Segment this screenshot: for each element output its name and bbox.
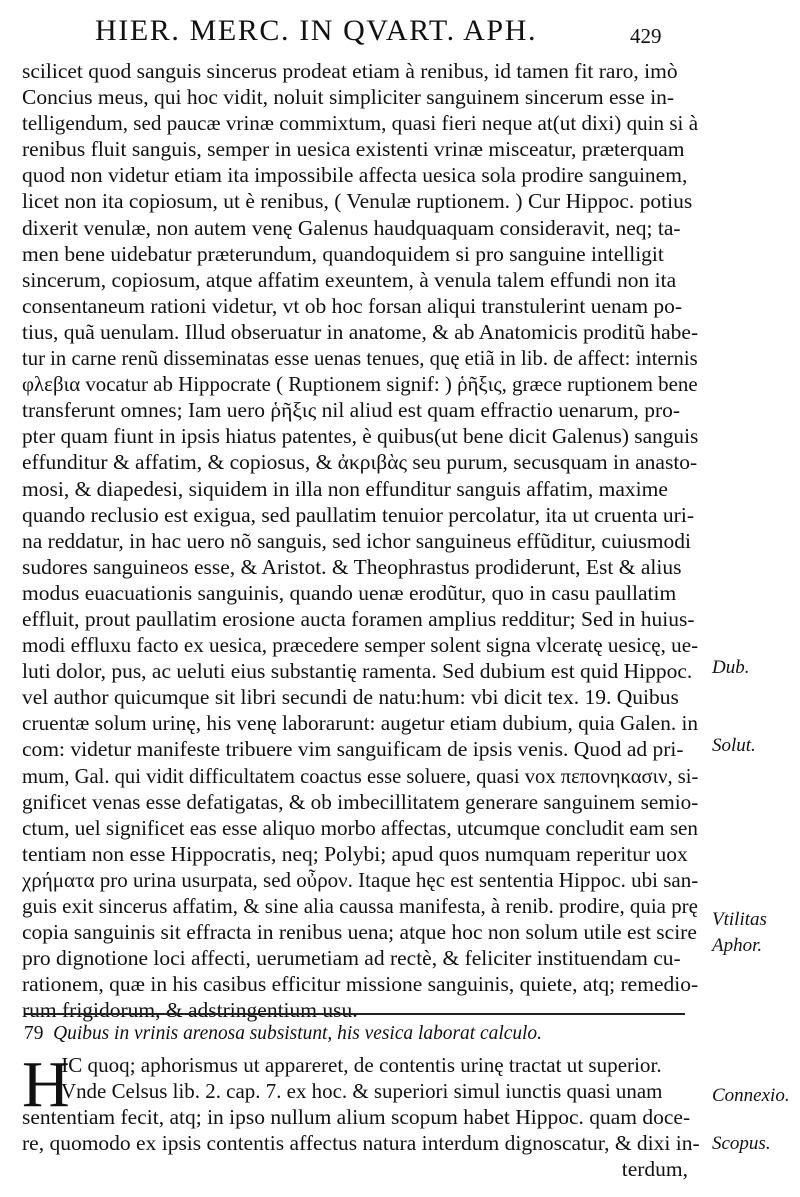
aphorism-text: Quibus in vrinis arenosa subsistunt, his vesica laborat calculo. xyxy=(53,1022,543,1044)
commentary-line: terdum, xyxy=(621,1157,688,1182)
text-line: na reddatur, in hac uero nõ sanguis, sed ichor sanguineus effũditur, cuiusmodi xyxy=(22,528,691,553)
text-line: mosi, & diapedesi, siquidem in illa non effunditur sanguis affatim, maxime xyxy=(22,476,668,501)
page-header xyxy=(0,14,800,58)
margin-note-connexio: Connexio. xyxy=(712,1085,790,1106)
text-line: vel author quicumque sit libri secundi de natu:hum: vbi dicit tex. 19. Quibus xyxy=(22,685,679,710)
text-line: transferunt omnes; Iam uero ῥῆξις nil aliud est quam effractio uenarum, pro- xyxy=(22,398,681,423)
margin-note-scopus: Scopus. xyxy=(712,1133,771,1154)
drop-cap: H xyxy=(22,1048,70,1121)
text-line: licet non ita copiosum, ut è renibus, ( Venulæ ruptionem. ) Cur Hippoc. potius xyxy=(22,189,693,214)
text-line: com: videtur manifeste tribuere vim sanguificam de ipsis venis. Quod ad pri- xyxy=(22,737,684,762)
text-line: modus euacuationis sanguinis, quando uenæ erodũtur, quo in casu paullatim xyxy=(22,580,677,605)
text-line: luti dolor, pus, ac ueluti eius substantię ramenta. Sed dubium est quid Hippoc. xyxy=(22,659,693,684)
margin-note-aphor: Aphor. xyxy=(712,935,763,956)
text-line: rationem, quæ in his casibus efficitur missione sanguinis, quiete, atq; remedio- xyxy=(22,972,699,997)
aphorism-number: 79 xyxy=(24,1022,44,1044)
text-line: gnificet venas esse defatigatas, & ob imbecillitatem generare sanguinem semio- xyxy=(22,789,699,814)
margin-note-utilitas: Vtilitas xyxy=(712,909,767,930)
text-line: guis exit sincerus affatim, & sine alia caussa manifesta, à renib. prodire, quia prę xyxy=(22,894,698,918)
aphorism-heading xyxy=(24,1022,684,1045)
text-line: sincerum, copiosum, atque affatim exeuntem, à venula talem effundi non ita xyxy=(22,267,677,292)
text-line: quod non videtur etiam ita impossibile affecta uesica sola prodire sanguinem, xyxy=(22,163,688,188)
margin-note-solut: Solut. xyxy=(712,735,756,756)
text-line: sudores sanguineos esse, & Aristot. & Theophrastus prodiderunt, Est & alius xyxy=(22,554,682,579)
page-number: 429 xyxy=(630,24,662,48)
text-line: men bene uidebatur præterundum, quandoquidem si pro sanguine intelligit xyxy=(22,241,664,266)
commentary-line: IC quoq; aphorismus ut appareret, de contentis urinę tractat ut superior. xyxy=(61,1053,662,1077)
text-line: mum, Gal. qui vidit difficultatem coactus esse soluere, quasi vox πεπονηκασιν, si- xyxy=(22,763,699,788)
text-line: renibus fluit sanguis, semper in uesica existenti vrinæ misceatur, præterquam xyxy=(22,137,685,162)
text-line: effluit, prout paullatim erosione aucta foramen amplius redditur; Sed in huius- xyxy=(22,606,695,631)
text-line: dixerit venulæ, non autem venę Galenus haudquaquam consideravit, neq; ta- xyxy=(22,215,681,240)
text-line: copia sanguinis sit effracta in renibus uena; atque hoc non solum utile est scire xyxy=(22,920,697,945)
section-divider xyxy=(25,1013,685,1015)
text-line: ctum, uel significet eas esse aliquo morbo affectas, utcumque concludit eam sen xyxy=(22,815,698,840)
text-line: tentiam non esse Hippocratis, neq; Polybi; apud quos numquam reperitur uox xyxy=(22,841,688,866)
main-text-block xyxy=(22,58,698,1023)
margin-note-dub: Dub. xyxy=(712,657,750,678)
text-line: quando reclusio est exigua, sed paullatim tenuior percolatur, ita ut cruenta uri- xyxy=(22,502,694,527)
text-line: pro dignotione loci affecti, uerumetiam ad rectè, & feliciter instituendam cu- xyxy=(22,946,681,971)
text-line: cruentæ solum urinę, his venę laborarunt: augetur etiam dubium, quia Galen. in xyxy=(22,711,699,736)
text-line: χρήματα pro urina usurpata, sed οὖρον. Itaque hęc est sententia Hippoc. ubi san- xyxy=(22,867,699,892)
text-line: consentaneum rationi videtur, vt ob hoc forsan aliqui transtulerint uenam po- xyxy=(22,293,683,318)
commentary-block xyxy=(22,1048,702,1182)
commentary-line: Vnde Celsus lib. 2. cap. 7. ex hoc. & superiori simul iunctis quasi unam xyxy=(60,1079,663,1104)
text-line: effunditur & affatim, & copiosus, & ἀκριβὰς seu purum, secusquam in anasto- xyxy=(22,450,698,475)
text-line: scilicet quod sanguis sincerus prodeat etiam à renibus, id tamen fit raro, imò xyxy=(22,59,678,83)
commentary-line: re, quomodo ex ipsis contentis affectus natura interdum dignoscatur, & dixi in- xyxy=(22,1131,700,1156)
text-line: φλεβια vocatur ab Hippocrate ( Ruptionem signif: ) ῥῆξις, græce ruptionem bene xyxy=(22,372,698,397)
text-line: pter quam fiunt in ipsis hiatus patentes, è quibus(ut bene dicit Galenus) sanguis xyxy=(22,424,699,449)
text-line: rum frigidorum, & adstringentium usu. xyxy=(22,998,358,1023)
text-line: Concius meus, qui hoc vidit, noluit simpliciter sanguinem sincerum esse in- xyxy=(22,85,675,110)
text-line: tius, quã uenulam. Illud obseruatur in anatome, & ab Anatomicis proditũ habe- xyxy=(22,319,699,344)
text-line: tur in carne renũ disseminatas esse uenas tenues, quę etiã in lib. de affect: internis xyxy=(22,346,698,371)
running-title: HIER. MERC. IN QVART. APH. xyxy=(95,14,538,47)
text-line: modi effluxu facto ex uesica, præcedere semper solent signa vlceratę uesicę, ue- xyxy=(22,633,699,658)
text-line: telligendum, sed paucæ vrinæ commixtum, quasi fieri neque at(ut dixi) quin si à xyxy=(22,111,699,136)
commentary-line: sententiam fecit, atq; in ipso nullum alium scopum habet Hippoc. quam doce- xyxy=(22,1105,691,1130)
